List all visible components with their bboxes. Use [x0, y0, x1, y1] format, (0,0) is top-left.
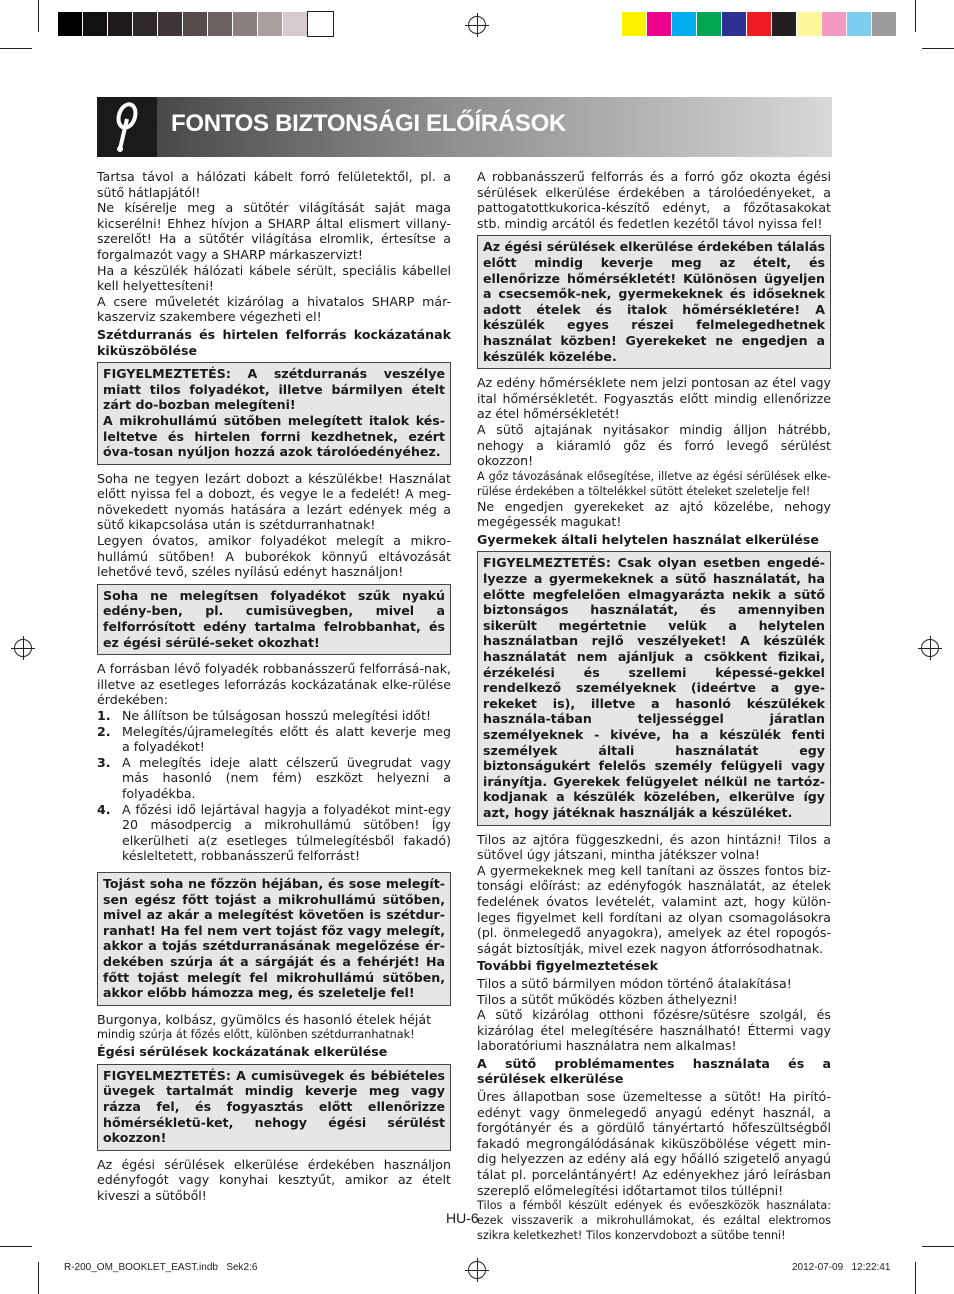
list-number: 3. — [97, 754, 111, 770]
registration-mark-icon — [468, 1261, 486, 1279]
list-item — [97, 724, 451, 755]
list-number: 4. — [97, 801, 111, 817]
paragraph: Legyen óvatos, amikor folyadékot melegít a mikro-hullámú sütőben! A buborékok könnyű eltávozását lehetővé tevő, széles nyílású edényt használjon! — [97, 533, 451, 580]
color-swatch — [622, 12, 647, 36]
paragraph: Ne kísérelje meg a sütőtér világítását saját maga kicserélni! Ehhez hívjon a SHARP által elismert villany-szerelőt! Ha a sütőtér világítása elromlik, értesítse a forgalmazót vagy a SHARP márkaszervizt! — [97, 200, 451, 262]
footer-timestamp — [792, 1262, 890, 1273]
warning-box — [97, 872, 451, 1006]
list-number: 2. — [97, 723, 111, 739]
paragraph: Az edény hőmérséklete nem jelzi pontosan az étel vagy ital hőmérsékletét. Fogyasztás előtt mindig ellenőrizze az étel hőmérsékletét! — [477, 375, 831, 422]
paragraph: Ne engedjen gyerekeket az ajtó közelébe, nehogy megégessék magukat! — [477, 498, 831, 530]
footer-file — [64, 1262, 257, 1273]
right-column — [477, 169, 831, 1243]
list-item — [97, 802, 451, 864]
footer-filename: R-200_OM_BOOKLET_EAST.indb — [64, 1262, 218, 1273]
paragraph: A sütő ajtajának nyitásakor mindig álljon hátrébb, nehogy a kiáramló gőz és forró levegő sérülést okozzon! — [477, 421, 831, 469]
color-swatch — [772, 12, 797, 36]
warning-box — [97, 362, 451, 465]
page-number: HU-6 — [446, 1210, 479, 1226]
registration-mark-icon — [921, 639, 939, 657]
registration-mark-icon — [468, 16, 486, 34]
color-swatch — [83, 12, 108, 36]
color-swatch — [183, 12, 208, 36]
section-header — [97, 97, 832, 157]
registration-mark-icon — [14, 639, 32, 657]
footer-sheet: Sek2:6 — [226, 1262, 258, 1273]
paragraph: Tilos a sütőt működés közben áthelyezni! — [477, 991, 738, 1007]
crop-mark — [922, 1246, 954, 1247]
color-swatch — [58, 12, 83, 36]
color-swatch — [233, 12, 258, 36]
section-heading: A sütő problémamentes használata és a sérülések elkerülése — [477, 1055, 831, 1087]
crop-mark — [38, 0, 39, 32]
color-swatch — [208, 12, 233, 36]
grayscale-color-bar — [58, 12, 333, 36]
color-swatch — [133, 12, 158, 36]
warning-text: Az égési sérülések elkerülése érdekében tálalás előtt mindig keverje meg az ételt, és ellenőrizze hőmérsékletét! Különösen ügyeljen a csecsemők-nek, gyermekeknek és időseknek adott ételek és italok hőmérsékletére! A készülék egyes részei felmelegedhetnek használat közben! Gyerekeket ne engedjen a készülék közelébe. — [483, 239, 825, 364]
list-item — [97, 755, 451, 802]
warning-box — [477, 235, 831, 369]
paragraph: A gőz távozásának elősegítése, illetve az égési sérülések elke-rülése érdekében a töltelékkel sütött ételeket szeletelje fel! — [477, 469, 831, 498]
exclamation-icon — [97, 97, 157, 157]
section-heading: Égési sérülések kockázatának elkerülése — [97, 1044, 388, 1060]
list-text: A melegítés ideje alatt célszerű üvegrudat vagy más hasonló (nem fém) eszközt helyezni a folyadékba. — [122, 754, 451, 801]
page-title: FONTOS BIZTONSÁGI ELŐÍRÁSOK — [171, 110, 567, 137]
warning-text: A mikrohullámú sütőben melegített italok kés-leltetve és hirtelen forrni kezdhetnek, ezért óva-tosan nyúljon hozzá azok tárolóedényéhez. — [103, 412, 445, 460]
warning-text: Tojást soha ne főzzön héjában, és sose melegít-sen egész főtt tojást a mikrohullámú sütőben, mivel az akár a melegítést követően is szétdur-ranhat! Ha fel nem vert tojást főz vagy melegít, akkor a tojás szétdurranásának megelőzése ér-dekében szúrja át a sárgáját és a fehérjét! Ha főtt tojást melegít fel mikrohullámú sütőben, akkor előbb hámozza meg, és szeletelje fel! — [103, 875, 445, 1001]
color-swatch — [747, 12, 772, 36]
list-text: Ne állítson be túlságosan hosszú melegítési időt! — [122, 708, 432, 723]
color-swatch — [797, 12, 822, 36]
list-text: A főzési idő lejártával hagyja a folyadékot mint-egy 20 másodpercig a mikrohullámú sütőben! Így elkerülheti a(z esetleges túlmelegítésből fakadó) késleltetett, robbanásszerű felforrást! — [122, 801, 451, 864]
warning-text: Soha ne melegítsen folyadékot szűk nyakú edény-ben, pl. cumisüvegben, mivel a felforrósított edény tartalma felrobbanhat, és ez égési sérülé-seket okozhat! — [103, 587, 445, 650]
footer-time: 12:22:41 — [851, 1262, 891, 1273]
warning-box — [477, 551, 831, 825]
paragraph: A csere műveletét kizárólag a hivatalos SHARP már-kaszerviz szakembere végezheti el! — [97, 293, 451, 325]
warning-text: FIGYELMEZTETÉS: A szétdurranás veszélye miatt tilos folyadékot, illetve bármilyen ételt zárt do-bozban melegíteni! — [103, 366, 445, 413]
color-swatch — [158, 12, 183, 36]
paragraph: A sütő kizárólag otthoni főzésre/sütésre szolgál, és kizárólag étel melegítésére használható! Éttermi vagy laboratóriumi használatra nem alkalmas! — [477, 1007, 831, 1054]
footer-date: 2012-07-09 — [792, 1262, 844, 1273]
crop-mark — [915, 1262, 916, 1294]
paragraph: Tartsa távol a hálózati kábelt forró felületektől, pl. a sütő hátlapjától! — [97, 169, 451, 200]
list-item — [97, 708, 451, 724]
paragraph: A gyermekeknek meg kell tanítani az összes fontos biz-tonsági előírást: az edényfogók használatát, az ételek fedelének óvatos levételét, valamint azt, hogy külön-leges figyelmet kell fordítani az olyan csomagolásokra (pl. önmelegedő anyagokra), amelyek az étel ropogós-ságát biztosítják, mivel ezek nagyon átforrósodhatnak. — [477, 862, 831, 956]
paragraph: Tilos az ajtóra függeszkedni, és azon hintázni! Tilos a sütővel úgy játszani, mintha játékszer volna! — [477, 831, 831, 863]
list-text: Melegítés/újramelegítés előtt és alatt keverje meg a folyadékot! — [122, 723, 451, 755]
warning-box — [97, 584, 451, 655]
crop-mark — [0, 48, 32, 49]
paragraph: Tilos a fémből készült edények és evőeszközök használata: ezek visszaverik a mikrohullámokat, és ezáltal elektromos szikra keletkezhet! Tilos konzervdobozt a sütőbe tenni! — [477, 1199, 831, 1243]
section-heading: További figyelmeztetések — [477, 958, 658, 974]
warning-box — [97, 1064, 451, 1151]
color-swatch — [697, 12, 722, 36]
color-swatch — [722, 12, 747, 36]
color-swatch — [258, 12, 283, 36]
paragraph: Burgonya, kolbász, gyümölcs és hasonló ételek héját — [97, 1011, 432, 1027]
color-swatch — [822, 12, 847, 36]
paragraph: Az égési sérülések elkerülése érdekében használjon edényfogót vagy konyhai kesztyűt, amikor az ételt kiveszi a sütőből! — [97, 1156, 451, 1204]
paragraph: Soha ne tegyen lezárt dobozt a készülékbe! Használat előtt nyissa fel a dobozt, és vegye le a fedelét! A meg-növekedett nyomás hatására a lezárt edények még a sütő kikapcsolása után is szétdurranhatnak! — [97, 470, 451, 533]
color-swatch — [847, 12, 872, 36]
list-number: 1. — [97, 708, 111, 723]
paragraph: Tilos a sütő bármilyen módon történő átalakítása! — [477, 975, 792, 991]
color-swatch — [283, 12, 308, 36]
numbered-list — [97, 708, 451, 864]
paragraph: A robbanásszerű felforrás és a forró gőz okozta égési sérülések elkerülése érdekében a tárolóedényeket, a pattogatottkukorica-készítő edényt, a főzőtasakokat stb. mindig arcától és fedetlen kezétől távol nyissa fel! — [477, 169, 831, 231]
left-column — [97, 169, 451, 1204]
paragraph: Ha a készülék hálózati kábele sérült, speciális kábellel kell helyettesíteni! — [97, 262, 451, 294]
crop-mark — [38, 1262, 39, 1294]
warning-text: FIGYELMEZTETÉS: Csak olyan esetben engedé-lyezze a gyermekeknek a sütő használatát, ha előtte megfelelően elmagyarázta nekik a sütő biztonságos használatát, és amennyiben sikerült megértetnie velük a helytelen használatban rejlő veszélyeket! A készülék használatát nem ajánljuk a csökkent fizikai, érzékelési és szellemi képessé-gekkel rendelkező személyeknek (ideértve a gye-rekeket is), illetve a hasonló készülékek használa-tában teljességgel járatlan személyeknek - kivéve, ha a készülék fenti személyek általi használatát egy biztonságukért felelős személy felügyeli vagy irányítja. Gyerekek felügyelet nélkül ne tartóz-kodjanak a készülék közelében, elkerülve így azt, hogy játéknak használják a készüléket. — [483, 555, 825, 820]
color-swatch — [308, 12, 333, 36]
color-swatch — [872, 12, 897, 36]
cmyk-color-bar — [622, 12, 897, 36]
warning-text: FIGYELMEZTETÉS: A cumisüvegek és bébiételes üvegek tartalmát mindig keverje meg vagy rázza fel, és fogyasztás előtt ellenőrizze hőmérsékletü-ket, nehogy égési sérülést okozzon! — [103, 1067, 445, 1146]
paragraph: Üres állapotban sose üzemeltesse a sütőt! Ha pirító-edényt vagy önmelegedő anyagú edényt használ, a forgótányér és a gördülő tányértartó hőfeszültségből fakadó megrongálódásának kiküszöbölése végett min-dig helyezzen az edény alá egy hőálló szigetelő anyagú tálat pl. porcelántányért! Az edényekhez járó leírásban szereplő előmelegítési időtartamot tilos túllépni! — [477, 1089, 831, 1198]
paragraph: mindig szúrja át főzés előtt, különben szétdurranhatnak! — [97, 1028, 415, 1042]
crop-mark — [922, 48, 954, 49]
paragraph: A forrásban lévő folyadék robbanásszerű felforrásá-nak, illetve az esetleges leforrázás kockázatának elke-rülése érdekében: — [97, 661, 451, 708]
crop-mark — [915, 0, 916, 32]
section-heading: Gyermekek általi helytelen használat elkerülése — [477, 531, 819, 547]
section-heading: Szétdurranás és hirtelen felforrás kockázatának kiküszöbölése — [97, 326, 451, 358]
color-swatch — [672, 12, 697, 36]
crop-mark — [0, 1246, 32, 1247]
color-swatch — [108, 12, 133, 36]
color-swatch — [647, 12, 672, 36]
